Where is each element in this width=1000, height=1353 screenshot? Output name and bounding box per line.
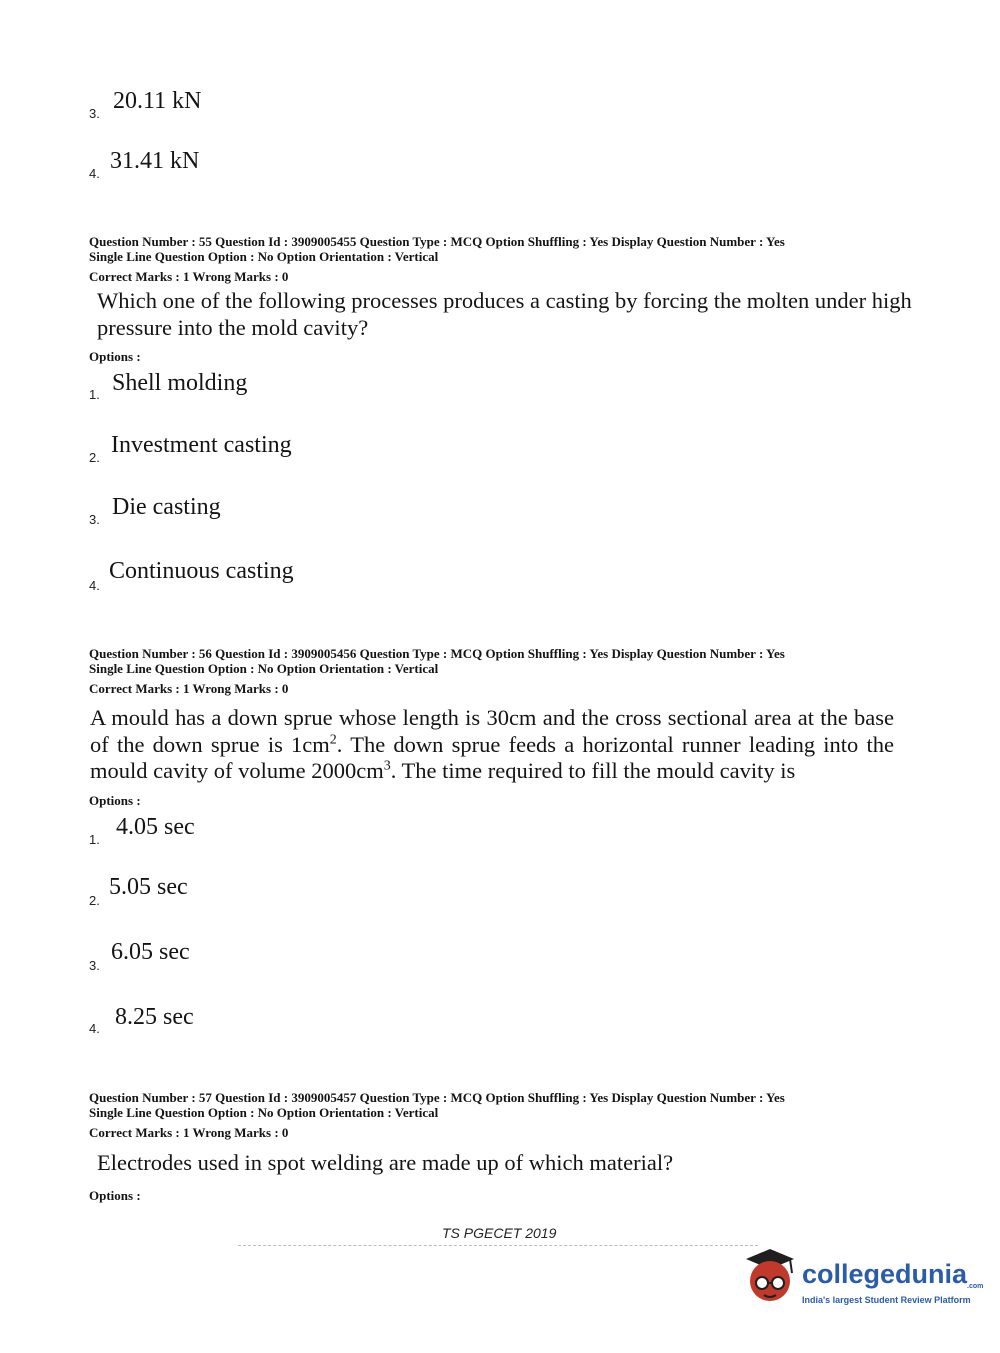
question-text-part: A mould has a down sprue whose length is 30cm and the cross sectional area at the base of the down sprue is 1cm [90,705,894,757]
marks-line: Correct Marks : 1 Wrong Marks : 0 [89,269,289,284]
option-text: 5.05 sec [109,874,188,900]
option-text: Die casting [112,494,221,520]
marks-line: Correct Marks : 1 Wrong Marks : 0 [89,1125,289,1140]
question-meta-line: Single Line Question Option : No Option Orientation : Vertical [89,248,439,264]
brand-tagline: India's largest Student Review Platform [802,1295,971,1305]
option-number: 3. [89,512,100,527]
option-number: 1. [89,832,100,847]
option-text: Investment casting [111,432,292,458]
marks-line: Correct Marks : 1 Wrong Marks : 0 [89,681,289,696]
option-text: Continuous casting [109,558,294,584]
option-text: 4.05 sec [116,814,195,840]
question-text [90,705,894,785]
option-number: 4. [89,1021,100,1036]
footer-divider [238,1245,758,1246]
option-text: Shell molding [112,370,248,396]
option-number: 3. [89,958,100,973]
footer-title: TS PGECET 2019 [442,1225,557,1241]
option-number: 2. [89,450,100,465]
question-meta-line: Question Number : 57 Question Id : 3909005457 Question Type : MCQ Option Shuffling : Yes Display Question Number : Yes [89,1090,785,1105]
question-meta-line: Single Line Question Option : No Option Orientation : Vertical [89,1104,439,1120]
superscript: 2 [329,732,337,747]
brand-name-text: collegedunia [802,1259,968,1289]
options-label: Options : [89,349,141,364]
graduate-mascot-icon [740,1245,800,1311]
option-text: 31.41 kN [110,148,200,174]
question-text: Which one of the following processes produces a casting by forcing the molten under high pressure into the mold cavity? [97,288,912,340]
options-label: Options : [89,793,141,808]
option-number: 4. [89,166,100,181]
question-meta [89,235,785,264]
question-text-part: . The down sprue feeds a horizontal runner leading into the mould cavity of volume 2000cm [90,731,894,783]
option-text: 8.25 sec [115,1004,194,1030]
options-label: Options : [89,1188,141,1203]
option-number: 2. [89,893,100,908]
brand-logo [740,1245,984,1315]
option-text: 20.11 kN [113,88,202,114]
question-meta-line: Question Number : 56 Question Id : 3909005456 Question Type : MCQ Option Shuffling : Yes Display Question Number : Yes [89,646,785,661]
option-number: 4. [89,578,100,593]
option-text: 6.05 sec [111,939,190,965]
option-number: 1. [89,387,100,402]
question-meta [89,1091,785,1120]
question-text: Electrodes used in spot welding are made up of which material? [97,1150,674,1175]
superscript: 3 [383,758,391,774]
option-number: 3. [89,106,100,121]
question-meta [89,647,785,676]
question-meta-line: Single Line Question Option : No Option Orientation : Vertical [89,660,439,676]
brand-name [802,1259,983,1290]
question-text-part: . The time required to fill the mould cavity is [390,758,796,783]
brand-suffix: .com [967,1283,984,1290]
question-meta-line: Question Number : 55 Question Id : 3909005455 Question Type : MCQ Option Shuffling : Yes Display Question Number : Yes [89,234,785,249]
